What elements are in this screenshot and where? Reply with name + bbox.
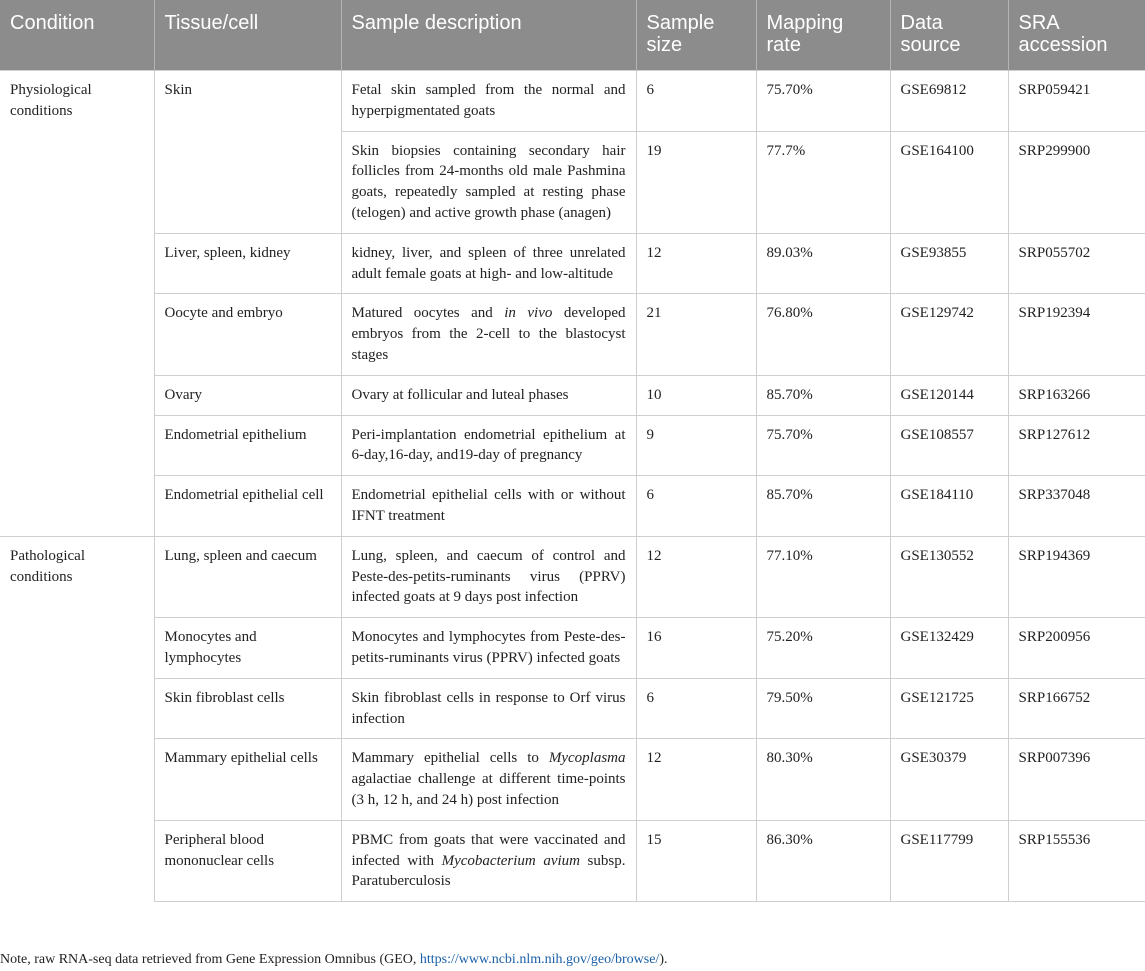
- geo-link[interactable]: https://www.ncbi.nlm.nih.gov/geo/browse/: [419, 952, 660, 967]
- header-row: [0, 0, 1145, 71]
- description-italic: in vivo: [504, 305, 553, 322]
- description-cell: kidney, liver, and spleen of three unrelated adult female goats at high- and low-altitude: [341, 233, 636, 294]
- note-text-end: ).: [659, 952, 668, 967]
- data-source-cell: GSE132429: [890, 618, 1008, 679]
- data-source-cell: GSE93855: [890, 233, 1008, 294]
- sra-accession-cell: SRP200956: [1008, 618, 1145, 679]
- tissue-cell: Endometrial epithelial cell: [154, 476, 341, 537]
- mapping-rate-cell: 85.70%: [756, 375, 890, 415]
- data-source-cell: GSE184110: [890, 476, 1008, 537]
- header-tissue: Tissue/cell: [154, 0, 341, 71]
- tissue-cell: Liver, spleen, kidney: [154, 233, 341, 294]
- header-sample-size: Sample size: [636, 0, 756, 71]
- mapping-rate-cell: 75.70%: [756, 415, 890, 476]
- tissue-cell: Skin fibroblast cells: [154, 678, 341, 739]
- table-row: [0, 233, 1145, 294]
- data-source-cell: GSE129742: [890, 294, 1008, 375]
- description-cell: Fetal skin sampled from the normal and hyperpigmentated goats: [341, 71, 636, 132]
- tissue-cell: Monocytes and lymphocytes: [154, 618, 341, 679]
- header-mapping-rate: Mapping rate: [756, 0, 890, 71]
- header-condition: Condition: [0, 0, 154, 71]
- sra-accession-cell: SRP055702: [1008, 233, 1145, 294]
- sample-size-cell: 16: [636, 618, 756, 679]
- mapping-rate-cell: 77.10%: [756, 536, 890, 617]
- tissue-cell: Lung, spleen and caecum: [154, 536, 341, 617]
- sample-size-cell: 12: [636, 739, 756, 820]
- description-cell: [341, 294, 636, 375]
- tissue-cell: Endometrial epithelium: [154, 415, 341, 476]
- sra-accession-cell: SRP192394: [1008, 294, 1145, 375]
- description-text: subsp. Paratuberculosis: [351, 852, 626, 890]
- table-note: [0, 952, 667, 968]
- sample-size-cell: 6: [636, 476, 756, 537]
- sample-size-cell: 12: [636, 536, 756, 617]
- tissue-cell: Skin: [154, 71, 341, 234]
- header-data-source: Data source: [890, 0, 1008, 71]
- data-source-cell: GSE30379: [890, 739, 1008, 820]
- header-description: Sample description: [341, 0, 636, 71]
- sra-accession-cell: SRP166752: [1008, 678, 1145, 739]
- description-cell: Endometrial epithelial cells with or without IFNT treatment: [341, 476, 636, 537]
- sra-accession-cell: SRP194369: [1008, 536, 1145, 617]
- data-source-cell: GSE130552: [890, 536, 1008, 617]
- tissue-cell: Peripheral blood mononuclear cells: [154, 820, 341, 901]
- description-text: PBMC from goats that were vaccinated and infected with: [351, 831, 626, 869]
- sample-size-cell: 10: [636, 375, 756, 415]
- data-source-cell: GSE120144: [890, 375, 1008, 415]
- table-row: [0, 476, 1145, 537]
- table-row: [0, 415, 1145, 476]
- sample-size-cell: 9: [636, 415, 756, 476]
- data-source-cell: GSE164100: [890, 131, 1008, 233]
- table-row: [0, 71, 1145, 132]
- mapping-rate-cell: 76.80%: [756, 294, 890, 375]
- sra-accession-cell: SRP007396: [1008, 739, 1145, 820]
- mapping-rate-cell: 77.7%: [756, 131, 890, 233]
- table-row: [0, 678, 1145, 739]
- description-cell: Monocytes and lymphocytes from Peste-des-petits-ruminants virus (PPRV) infected goats: [341, 618, 636, 679]
- description-cell: Skin biopsies containing secondary hair follicles from 24-months old male Pashmina goats, repeatedly sampled at resting phase (telogen) and active growth phase (anagen): [341, 131, 636, 233]
- mapping-rate-cell: 89.03%: [756, 233, 890, 294]
- sra-accession-cell: SRP337048: [1008, 476, 1145, 537]
- table-row: [0, 820, 1145, 901]
- sample-size-cell: 6: [636, 678, 756, 739]
- sample-size-cell: 6: [636, 71, 756, 132]
- description-text: agalactiae challenge at different time-points (3 h, 12 h, and 24 h) post infection: [351, 771, 626, 808]
- table-row: [0, 375, 1145, 415]
- sample-size-cell: 12: [636, 233, 756, 294]
- description-cell: [341, 739, 636, 820]
- mapping-rate-cell: 75.20%: [756, 618, 890, 679]
- description-cell: Skin fibroblast cells in response to Orf virus infection: [341, 678, 636, 739]
- sample-size-cell: 21: [636, 294, 756, 375]
- data-source-cell: GSE117799: [890, 820, 1008, 901]
- description-cell: [341, 820, 636, 901]
- sample-size-cell: 15: [636, 820, 756, 901]
- data-source-cell: GSE121725: [890, 678, 1008, 739]
- data-source-cell: GSE108557: [890, 415, 1008, 476]
- tissue-cell: Mammary epithelial cells: [154, 739, 341, 820]
- description-italic: Mycoplasma: [548, 750, 626, 767]
- sra-accession-cell: SRP299900: [1008, 131, 1145, 233]
- table-row: [0, 618, 1145, 679]
- description-text: Mammary epithelial cells to: [351, 750, 549, 767]
- table-row: [0, 536, 1145, 617]
- description-cell: Ovary at follicular and luteal phases: [341, 375, 636, 415]
- mapping-rate-cell: 85.70%: [756, 476, 890, 537]
- condition-cell: Pathological conditions: [0, 536, 154, 901]
- sra-accession-cell: SRP059421: [1008, 71, 1145, 132]
- table-row: [0, 294, 1145, 375]
- description-text: developed embryos from the 2-cell to the blastocyst stages: [351, 305, 626, 363]
- mapping-rate-cell: 86.30%: [756, 820, 890, 901]
- mapping-rate-cell: 75.70%: [756, 71, 890, 132]
- tissue-cell: Oocyte and embryo: [154, 294, 341, 375]
- description-italic: Mycobacterium avium: [441, 852, 580, 869]
- sra-accession-cell: SRP155536: [1008, 820, 1145, 901]
- note-text: Note, raw RNA-seq data retrieved from Gene Expression Omnibus (GEO,: [0, 952, 420, 967]
- sra-accession-cell: SRP127612: [1008, 415, 1145, 476]
- description-text: Matured oocytes and: [351, 305, 505, 322]
- table-row: [0, 739, 1145, 820]
- data-source-cell: GSE69812: [890, 71, 1008, 132]
- description-cell: Lung, spleen, and caecum of control and Peste-des-petits-ruminants virus (PPRV) infected goats at 9 days post infection: [341, 536, 636, 617]
- sra-accession-cell: SRP163266: [1008, 375, 1145, 415]
- mapping-rate-cell: 80.30%: [756, 739, 890, 820]
- mapping-rate-cell: 79.50%: [756, 678, 890, 739]
- condition-cell: Physiological conditions: [0, 71, 154, 537]
- tissue-cell: Ovary: [154, 375, 341, 415]
- description-cell: Peri-implantation endometrial epithelium at 6-day,16-day, and19-day of pregnancy: [341, 415, 636, 476]
- sample-size-cell: 19: [636, 131, 756, 233]
- header-sra-accession: SRA accession: [1008, 0, 1145, 71]
